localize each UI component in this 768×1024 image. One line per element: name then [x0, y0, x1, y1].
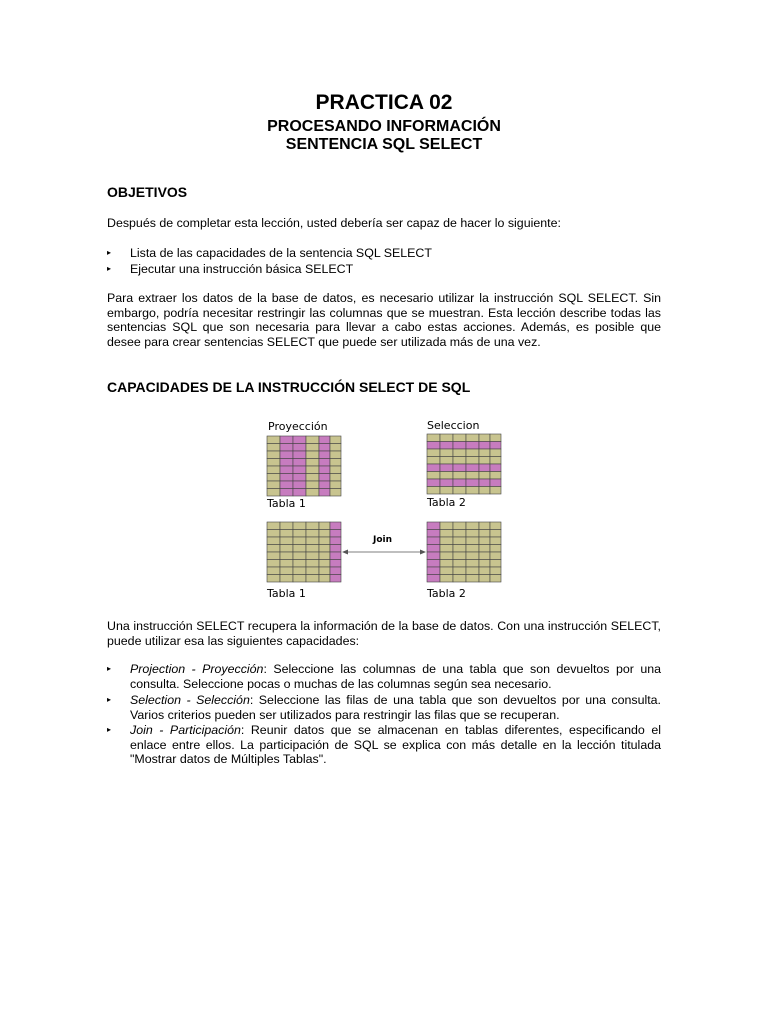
- join-table2-cell: [440, 567, 453, 575]
- join-table2-cell: [490, 537, 501, 545]
- selection-table-cell: [427, 434, 440, 442]
- projection-table-cell: [280, 481, 293, 489]
- join-table1-cell: [293, 522, 306, 530]
- selection-table-cell: [440, 434, 453, 442]
- projection-table-cell: [293, 459, 306, 467]
- join-table2-cell: [440, 522, 453, 530]
- join-table2-cell: [427, 560, 440, 568]
- selection-table-cell: [453, 449, 466, 457]
- document-page: PRACTICA 02 PROCESANDO INFORMACIÓN SENTENCIA SQL SELECT OBJETIVOS Después de completar esta lección, usted debería ser capaz de hacer lo siguiente: ▸ Lista de las capacidades de la sentencia SQL SELECT ▸ Ejecutar una instrucción básica SELECT Para extraer los datos de la base de datos, es necesario utilizar la instrucción SQL SELECT. Sin embargo, podría necesitar restringir las columnas que se muestran. Esta lección describe todas las sentencias SQL que son necesaria para llevar a cabo estas acciones. Además, es posible que desee para crear sentencias SELECT que puede ser utilizada más de una vez. CAPACIDADES DE LA INSTRUCCIÓN SELECT DE SQL Proyección Seleccion Tabla 1 Tabla 2 Join Tabla 1 Tabla 2 Una instrucción SELECT recupera la información de la base de datos. Con una instrucción SELECT, puede utilizar esa las siguientes capacidades: ▸ Projection - Proyección: Seleccione las columnas de una tabla que son devueltos por una consulta. Seleccione pocas o muchas de las columnas según sea necesario. ▸ Selection - Selección: Seleccione las filas de una tabla que son devueltos por una consulta. Varios criterios pueden ser utilizados para restringir las filas que se recuperan. ▸ Join - Participación: Reunir datos que se almacenan en tablas diferentes, especificando el enlace entre ellos. La participación de SQL se explica con más detalle en la lección titulada "Mostrar datos de Múltiples Tablas".: [0, 0, 768, 1024]
- join-table1-cell: [319, 545, 330, 553]
- join-table2-cell: [453, 530, 466, 538]
- join-table2-cell: [490, 552, 501, 560]
- join-arrow-left-icon: [342, 550, 348, 555]
- join-table2-cell: [440, 545, 453, 553]
- selection-table-cell: [479, 472, 490, 480]
- join-table2-cell: [479, 552, 490, 560]
- join-table1-cell: [319, 560, 330, 568]
- join-table1-cell: [330, 560, 341, 568]
- join-table1-cell: [280, 575, 293, 583]
- join-table1-cell: [293, 567, 306, 575]
- join-table1-cell: [280, 545, 293, 553]
- selection-table-cell: [427, 457, 440, 465]
- selection-table-cell: [490, 464, 501, 472]
- join-table1-cell: [330, 522, 341, 530]
- join-table1-cell: [267, 575, 280, 583]
- join-table2-cell: [479, 522, 490, 530]
- join-table1-cell: [319, 567, 330, 575]
- join-table1-cell: [319, 537, 330, 545]
- projection-table-cell: [306, 444, 319, 452]
- bullet-marker-icon: ▸: [107, 248, 112, 257]
- projection-table-cell: [267, 466, 280, 474]
- projection-table-cell: [267, 451, 280, 459]
- projection-table-cell: [330, 436, 341, 444]
- projection-table-cell: [319, 481, 330, 489]
- join-table2-cell: [479, 575, 490, 583]
- selection-table-cell: [490, 472, 501, 480]
- selection-table-cell: [466, 449, 479, 457]
- projection-table-cell: [319, 451, 330, 459]
- join-table1-cell: [280, 522, 293, 530]
- selection-table-cell: [453, 464, 466, 472]
- bullet-marker-icon: ▸: [107, 695, 112, 704]
- join-table2-cell: [427, 537, 440, 545]
- join-table1-cell: [306, 537, 319, 545]
- join-table2-cell: [466, 545, 479, 553]
- page-title: PRACTICA 02: [315, 91, 453, 114]
- join-table1-cell: [306, 567, 319, 575]
- projection-table-cell: [306, 474, 319, 482]
- join-table1-cell: [293, 537, 306, 545]
- join-table2-cell: [490, 522, 501, 530]
- projection-table-cell: [306, 466, 319, 474]
- join-table1-cell: [293, 552, 306, 560]
- objetivos-paragraph: Para extraer los datos de la base de datos, es necesario utilizar la instrucción SQL SELECT. Sin embargo, podría necesitar restringir las columnas que se muestran. Esta lección describe todas las sentencias SQL que son necesaria para llevar a cabo estas acciones. Además, es posible que desee para crear sentencias SELECT que puede ser utilizada más de una vez.: [107, 291, 661, 349]
- projection-label: Proyección: [268, 420, 328, 433]
- selection-table-cell: [466, 442, 479, 450]
- join-table1-cell: [293, 575, 306, 583]
- join-table2-cell: [453, 560, 466, 568]
- selection-table-cell: [466, 487, 479, 495]
- projection-table-cell: [319, 459, 330, 467]
- join-table2-cell: [479, 545, 490, 553]
- projection-table-cell: [293, 444, 306, 452]
- projection-table-cell: [306, 451, 319, 459]
- projection-table-cell: [293, 466, 306, 474]
- join-table2-cell: [466, 530, 479, 538]
- projection-table-cell: [293, 436, 306, 444]
- page-subtitle: PROCESANDO INFORMACIÓN: [267, 118, 501, 135]
- selection-table-cell: [466, 464, 479, 472]
- projection-table-cell: [267, 459, 280, 467]
- projection-table-cell: [293, 481, 306, 489]
- join-arrow-right-icon: [420, 550, 426, 555]
- projection-table-cell: [293, 474, 306, 482]
- projection-table-cell: [330, 459, 341, 467]
- join-table2-cell: [427, 575, 440, 583]
- join-table1-cell: [319, 575, 330, 583]
- join-table2-cell: [466, 560, 479, 568]
- join-table2-cell: [427, 567, 440, 575]
- join-table2-cell: [453, 567, 466, 575]
- selection-table-cell: [479, 457, 490, 465]
- selection-table-cell: [479, 434, 490, 442]
- join-table1-cell: [293, 545, 306, 553]
- join-table1-cell: [293, 560, 306, 568]
- selection-table-cell: [440, 457, 453, 465]
- join-table2-cell: [466, 567, 479, 575]
- join-table1-cell: [319, 552, 330, 560]
- join-table2-cell: [427, 545, 440, 553]
- projection-table-cell: [293, 489, 306, 497]
- join-table1-grid: [267, 522, 341, 582]
- projection-table-cell: [319, 444, 330, 452]
- capacidades-intro: Una instrucción SELECT recupera la información de la base de datos. Con una instrucción SELECT, puede utilizar esa las siguientes capacidades:: [107, 619, 661, 648]
- bullet-marker-icon: ▸: [107, 664, 112, 673]
- bullet-marker-icon: ▸: [107, 725, 112, 734]
- join-table1-cell: [267, 567, 280, 575]
- projection-table-cell: [267, 436, 280, 444]
- join-table1-label: Tabla 1: [267, 587, 306, 600]
- join-table2-cell: [466, 522, 479, 530]
- join-table1-cell: [280, 537, 293, 545]
- join-table2-cell: [479, 560, 490, 568]
- selection-table-cell: [427, 487, 440, 495]
- join-table2-cell: [490, 560, 501, 568]
- join-table1-cell: [306, 530, 319, 538]
- join-table2-cell: [466, 575, 479, 583]
- join-table2-cell: [490, 545, 501, 553]
- join-table1-cell: [306, 522, 319, 530]
- selection-table-cell: [453, 442, 466, 450]
- join-table1-cell: [293, 530, 306, 538]
- join-table2-grid: [427, 522, 501, 582]
- join-table1-cell: [306, 560, 319, 568]
- selection-table-cell: [466, 434, 479, 442]
- page-subtitle-2: SENTENCIA SQL SELECT: [285, 136, 483, 153]
- objetivos-heading: OBJETIVOS: [107, 184, 188, 200]
- join-table2-cell: [490, 575, 501, 583]
- selection-table-cell: [490, 434, 501, 442]
- projection-table-cell: [280, 459, 293, 467]
- join-table2-cell: [427, 552, 440, 560]
- join-table2-cell: [490, 567, 501, 575]
- join-table1-cell: [267, 545, 280, 553]
- capacidades-heading: CAPACIDADES DE LA INSTRUCCIÓN SELECT DE SQL: [107, 379, 471, 395]
- projection-table-cell: [319, 474, 330, 482]
- table1-label: Tabla 1: [267, 497, 306, 510]
- selection-table-cell: [466, 457, 479, 465]
- join-table1-cell: [319, 530, 330, 538]
- selection-table-cell: [427, 442, 440, 450]
- selection-table-cell: [440, 442, 453, 450]
- join-table1-cell: [280, 567, 293, 575]
- projection-table-cell: [280, 451, 293, 459]
- projection-table-cell: [280, 474, 293, 482]
- selection-table-cell: [490, 442, 501, 450]
- objetivos-intro: Después de completar esta lección, usted debería ser capaz de hacer lo siguiente:: [107, 216, 561, 230]
- selection-table-cell: [479, 449, 490, 457]
- selection-table-cell: [427, 449, 440, 457]
- projection-table-cell: [330, 489, 341, 497]
- selection-table-cell: [479, 442, 490, 450]
- join-table2-cell: [440, 575, 453, 583]
- join-table1-cell: [306, 552, 319, 560]
- join-table2-cell: [427, 522, 440, 530]
- join-table1-cell: [330, 545, 341, 553]
- join-table1-cell: [330, 575, 341, 583]
- selection-table-cell: [440, 449, 453, 457]
- projection-table-cell: [319, 436, 330, 444]
- selection-table-cell: [466, 479, 479, 487]
- join-table1-cell: [280, 530, 293, 538]
- join-table1-cell: [330, 552, 341, 560]
- projection-table-cell: [280, 444, 293, 452]
- join-table1-cell: [267, 530, 280, 538]
- selection-table-cell: [466, 472, 479, 480]
- selection-table-cell: [490, 487, 501, 495]
- projection-table-cell: [267, 444, 280, 452]
- join-table2-cell: [466, 537, 479, 545]
- selection-table-grid: [427, 434, 501, 494]
- projection-table-cell: [293, 451, 306, 459]
- selection-table-cell: [479, 487, 490, 495]
- join-table1-cell: [330, 537, 341, 545]
- join-table2-cell: [440, 560, 453, 568]
- join-table2-cell: [453, 522, 466, 530]
- join-table2-cell: [453, 552, 466, 560]
- join-table1-cell: [267, 560, 280, 568]
- join-table2-cell: [440, 552, 453, 560]
- selection-table-cell: [440, 472, 453, 480]
- projection-table-cell: [267, 474, 280, 482]
- join-table1-cell: [267, 552, 280, 560]
- join-label: Join: [373, 535, 393, 545]
- selection-table-cell: [440, 464, 453, 472]
- join-table1-cell: [267, 537, 280, 545]
- selection-table-cell: [440, 487, 453, 495]
- selection-table-cell: [490, 457, 501, 465]
- selection-table-cell: [453, 434, 466, 442]
- join-table2-cell: [490, 530, 501, 538]
- selection-table-cell: [453, 472, 466, 480]
- projection-table-cell: [280, 436, 293, 444]
- projection-table-cell: [280, 489, 293, 497]
- join-table2-cell: [479, 567, 490, 575]
- join-table1-cell: [267, 522, 280, 530]
- join-table1-cell: [306, 545, 319, 553]
- selection-table-cell: [453, 487, 466, 495]
- projection-table-cell: [267, 489, 280, 497]
- projection-table-cell: [306, 489, 319, 497]
- join-table1-cell: [330, 567, 341, 575]
- selection-table-cell: [453, 479, 466, 487]
- join-table2-cell: [453, 537, 466, 545]
- selection-table-cell: [427, 479, 440, 487]
- table2-label: Tabla 2: [427, 496, 466, 509]
- projection-table-cell: [267, 481, 280, 489]
- sql-capabilities-diagram: [262, 416, 512, 604]
- join-table2-cell: [440, 530, 453, 538]
- selection-label: Seleccion: [427, 419, 480, 432]
- join-table2-cell: [427, 530, 440, 538]
- join-table1-cell: [280, 552, 293, 560]
- projection-table-cell: [306, 459, 319, 467]
- selection-table-cell: [440, 479, 453, 487]
- projection-table-cell: [306, 436, 319, 444]
- projection-table-cell: [330, 466, 341, 474]
- projection-table-cell: [319, 466, 330, 474]
- join-table2-cell: [466, 552, 479, 560]
- join-table1-cell: [330, 530, 341, 538]
- join-table1-cell: [306, 575, 319, 583]
- selection-table-cell: [427, 472, 440, 480]
- projection-table-cell: [280, 466, 293, 474]
- projection-table-cell: [306, 481, 319, 489]
- projection-table-cell: [319, 489, 330, 497]
- join-table2-label: Tabla 2: [427, 587, 466, 600]
- join-table2-cell: [453, 545, 466, 553]
- selection-table-cell: [453, 457, 466, 465]
- join-table1-cell: [280, 560, 293, 568]
- projection-table-cell: [330, 451, 341, 459]
- selection-table-cell: [479, 479, 490, 487]
- projection-table-cell: [330, 444, 341, 452]
- join-table2-cell: [479, 530, 490, 538]
- selection-table-cell: [479, 464, 490, 472]
- join-table2-cell: [479, 537, 490, 545]
- bullet-marker-icon: ▸: [107, 264, 112, 273]
- selection-table-cell: [490, 479, 501, 487]
- selection-table-cell: [427, 464, 440, 472]
- projection-table-cell: [330, 474, 341, 482]
- projection-table-grid: [267, 436, 341, 496]
- join-table1-cell: [319, 522, 330, 530]
- selection-table-cell: [490, 449, 501, 457]
- join-table2-cell: [453, 575, 466, 583]
- projection-table-cell: [330, 481, 341, 489]
- join-table2-cell: [440, 537, 453, 545]
